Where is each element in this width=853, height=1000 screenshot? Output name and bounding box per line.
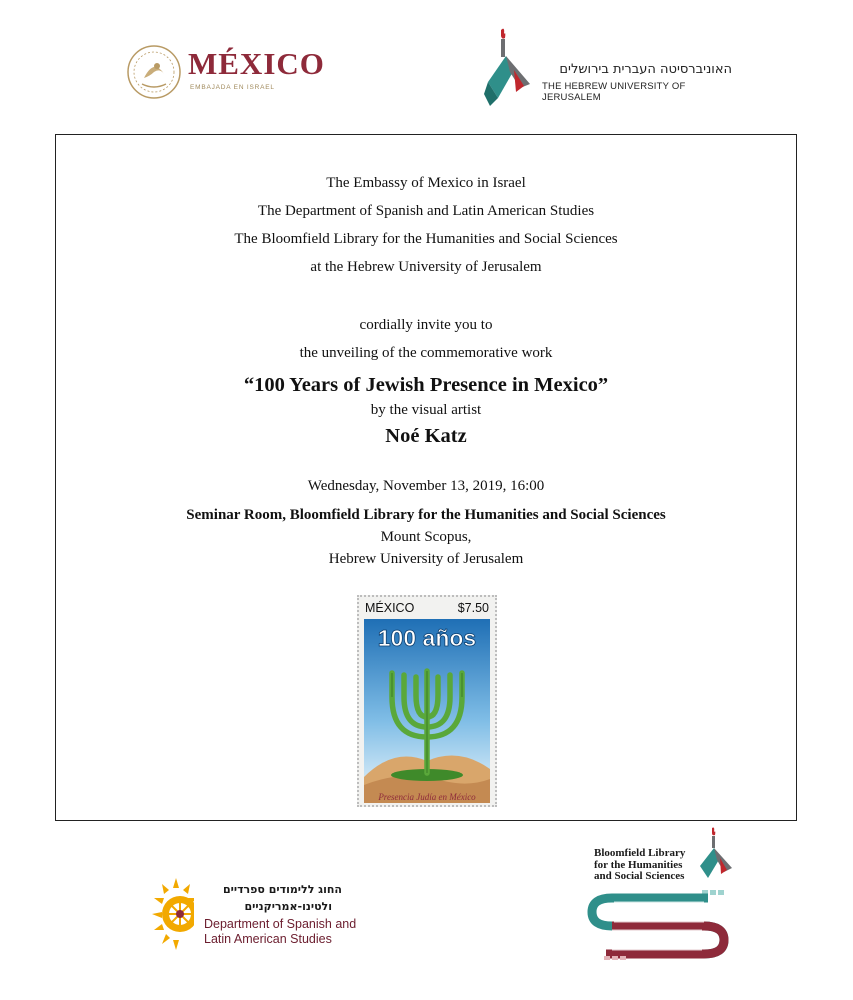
huji-english-name: THE HEBREW UNIVERSITY OF JERUSALEM [542, 81, 686, 103]
event-venue: Seminar Room, Bloomfield Library for the Humanities and Social Sciences [186, 507, 666, 523]
stamp-country: MÉXICO [365, 601, 415, 615]
event-location: Mount Scopus, [380, 529, 472, 545]
huji-mark-icon [698, 826, 734, 886]
bloomfield-name-line: for the Humanities [594, 858, 683, 871]
unveiling-line: the unveiling of the commemorative work [299, 345, 553, 361]
mexico-embassy-subtitle: EMBAJADA EN ISRAEL [190, 84, 275, 91]
huji-hebrew-name: האוניברסיטה העברית בירושלים [559, 62, 732, 77]
bloomfield-library-logo [584, 826, 744, 962]
bloomfield-name-line: and Social Sciences [594, 870, 685, 882]
sun-emblem-icon [150, 872, 202, 956]
artist-intro: by the visual artist [370, 402, 482, 418]
bloomfield-name-line: Bloomfield Library [594, 847, 686, 859]
dept-hebrew-name-line2: ולטינו-אמריקניים [244, 900, 332, 913]
hebrew-university-logo [484, 26, 744, 112]
stamp-price: $7.50 [457, 601, 489, 615]
host-line: The Embassy of Mexico in Israel [326, 175, 526, 191]
stamp-artwork [364, 619, 490, 803]
books-s-icon [584, 888, 734, 960]
host-line: The Department of Spanish and Latin American Studies [257, 203, 595, 219]
bloomfield-name [594, 848, 704, 883]
host-line: at the Hebrew University of Jerusalem [310, 259, 542, 275]
mexico-wordmark: MÉXICO [188, 46, 325, 81]
host-line: The Bloomfield Library for the Humanities and Social Sciences [234, 231, 618, 247]
spanish-latin-american-studies-logo [150, 872, 380, 962]
invitation-frame [55, 134, 797, 821]
invite-line: cordially invite you to [359, 317, 493, 333]
dept-english-name-line2: Latin American Studies [204, 932, 332, 946]
dept-english-name-line1: Department of Spanish and [204, 917, 357, 931]
artist-name: Noé Katz [385, 425, 467, 447]
work-title: “100 Years of Jewish Presence in Mexico” [243, 374, 609, 396]
commemorative-stamp [357, 595, 497, 807]
mexico-embassy-logo [126, 40, 341, 100]
mexico-seal-icon [126, 44, 182, 100]
huji-mark-icon [484, 26, 534, 110]
stamp-headline: 100 años [377, 625, 477, 651]
dept-hebrew-name-line1: החוג ללימודים ספרדיים [222, 883, 342, 896]
stamp-caption: Presencia Judía en México [378, 792, 476, 802]
event-date-time: Wednesday, November 13, 2019, 16:00 [307, 478, 545, 494]
event-location: Hebrew University of Jerusalem [328, 551, 524, 567]
